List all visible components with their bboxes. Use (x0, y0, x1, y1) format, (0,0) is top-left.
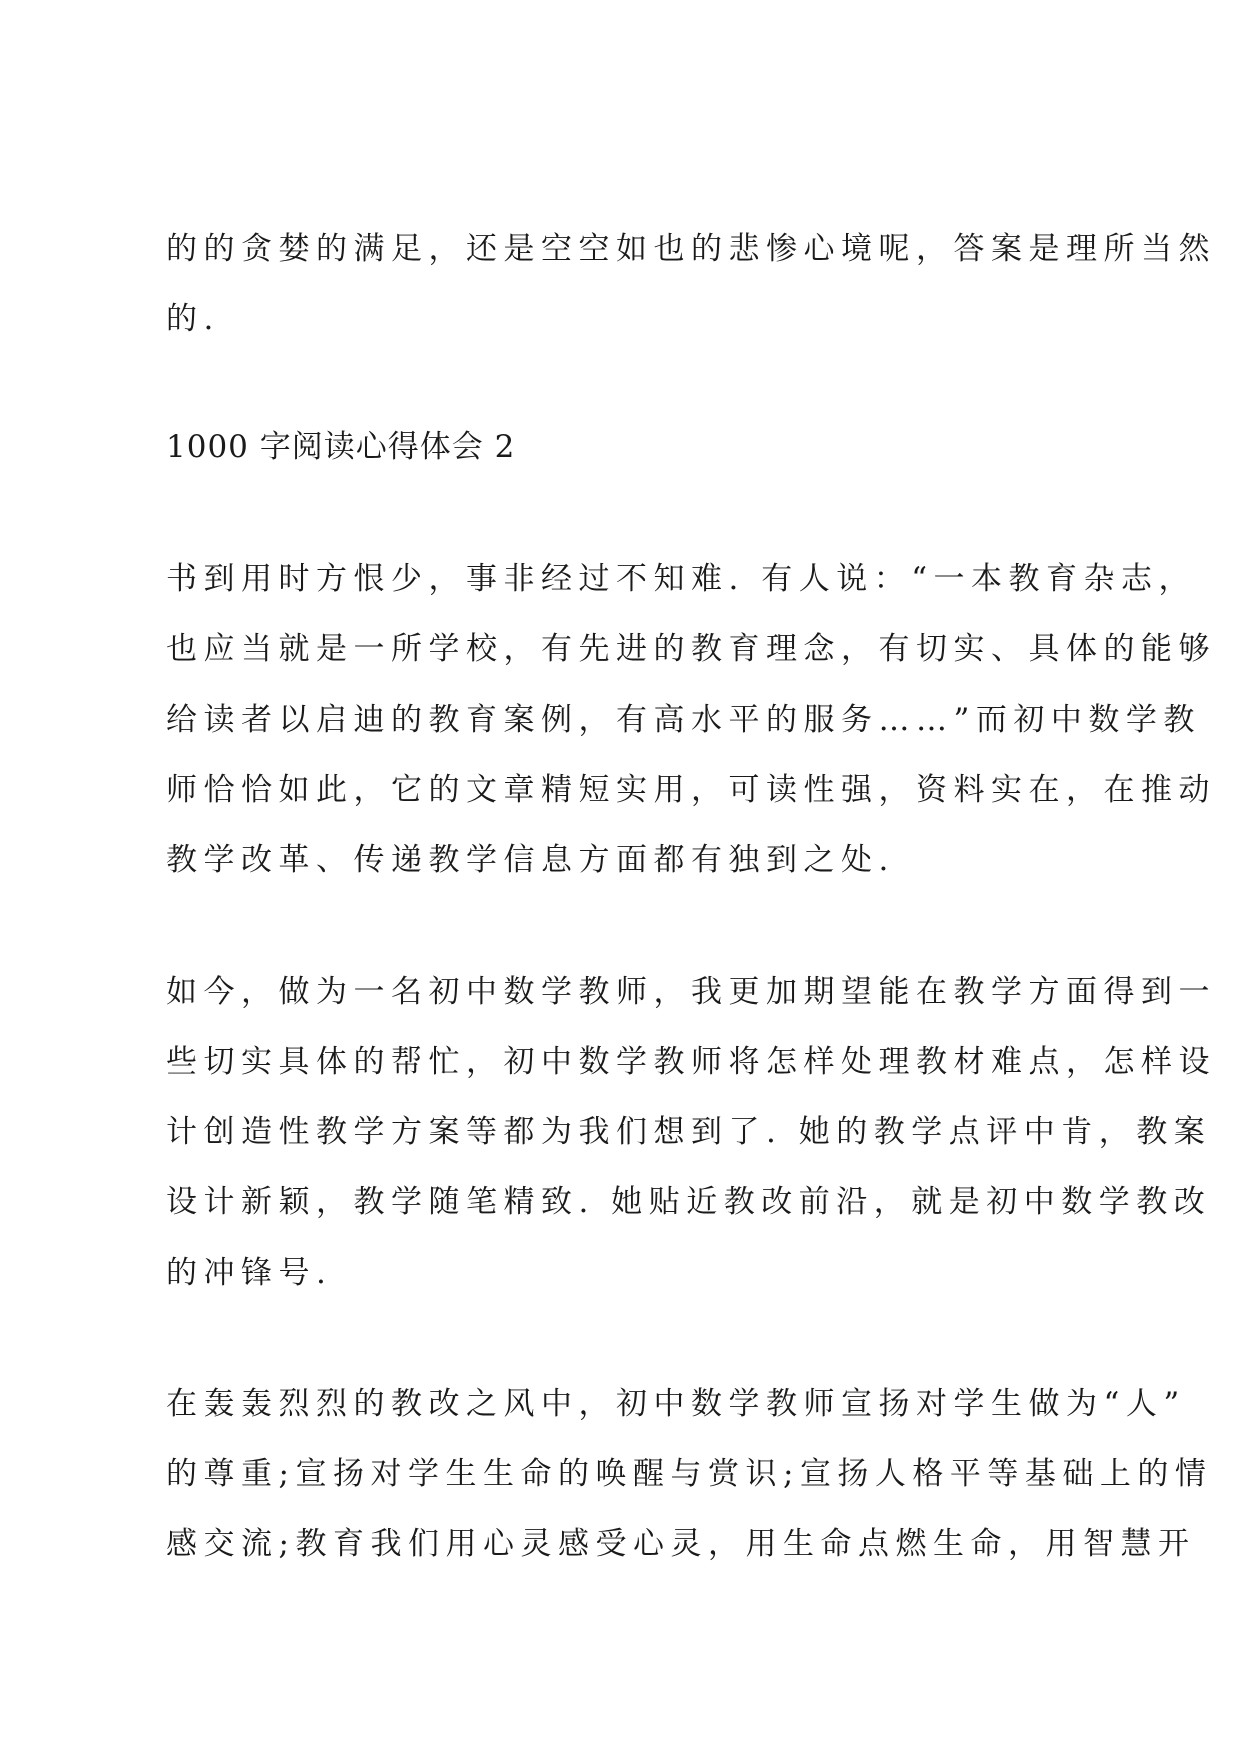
section-heading: 1000 字阅读心得体会 2 (166, 429, 516, 465)
paragraph1-line-1: 书到用时方恨少，事非经过不知难. 有人说：“一本教育杂志， (166, 561, 1197, 597)
paragraph3-line-3: 感交流;教育我们用心灵感受心灵，用生命点燃生命，用智慧开 (166, 1526, 1196, 1562)
paragraph1-line-2: 也应当就是一所学校，有先进的教育理念，有切实、具体的能够 (166, 631, 1216, 667)
paragraph2-line-3: 计创造性教学方案等都为我们想到了. 她的教学点评中肯，教案 (166, 1114, 1212, 1150)
paragraph2-line-1: 如今，做为一名初中数学教师，我更加期望能在教学方面得到一 (166, 974, 1216, 1010)
paragraph1-line-4: 师恰恰如此，它的文章精短实用，可读性强，资料实在，在推动 (166, 772, 1216, 808)
continuation-line-1: 的的贪婪的满足，还是空空如也的悲惨心境呢，答案是理所当然 (166, 231, 1216, 267)
paragraph2-line-5: 的冲锋号. (166, 1255, 333, 1291)
paragraph2-line-2: 些切实具体的帮忙，初中数学教师将怎样处理教材难点，怎样设 (166, 1044, 1216, 1080)
paragraph1-line-3: 给读者以启迪的教育案例，有高水平的服务……”而初中数学教 (166, 702, 1201, 738)
paragraph3-line-2: 的尊重;宣扬对学生生命的唤醒与赏识;宣扬人格平等基础上的情 (166, 1456, 1213, 1492)
continuation-line-2: 的. (166, 301, 220, 337)
paragraph1-line-5: 教学改革、传递教学信息方面都有独到之处. (166, 842, 895, 878)
paragraph3-line-1: 在轰轰烈烈的教改之风中，初中数学教师宣扬对学生做为“人” (166, 1386, 1186, 1422)
paragraph2-line-4: 设计新颖，教学随笔精致. 她贴近教改前沿，就是初中数学教改 (166, 1184, 1212, 1220)
